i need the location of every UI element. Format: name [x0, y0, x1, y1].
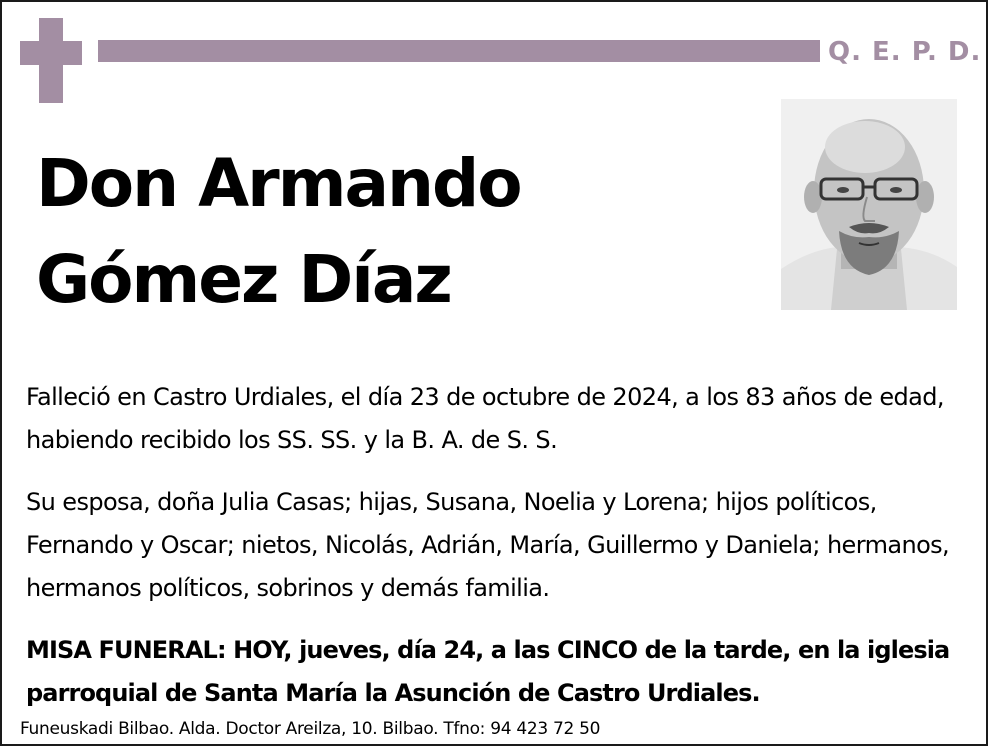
- family-paragraph: Su esposa, doña Julia Casas; hijas, Susana, Noelia y Lorena; hijos políticos, Fernando y Oscar; nietos, Nicolás, Adrián, María, Guillermo y Daniela; hermanos, hermanos políticos, sobrinos y demás familia.: [26, 488, 950, 602]
- deceased-name-line1: Don Armando: [36, 145, 521, 222]
- funeral-home-footer: Funeuskadi Bilbao. Alda. Doctor Areilza, 10. Bilbao. Tfno: 94 423 72 50: [20, 719, 601, 739]
- death-notice-paragraph: Falleció en Castro Urdiales, el día 23 de octubre de 2024, a los 83 años de edad, habiendo recibido los SS. SS. y la B. A. de S. S.: [26, 383, 944, 454]
- portrait-illustration: [781, 99, 957, 310]
- header-divider-bar: [98, 40, 820, 62]
- cross-horizontal-bar: [20, 41, 82, 65]
- deceased-name-line2: Gómez Díaz: [36, 241, 451, 318]
- deceased-name: [36, 136, 521, 328]
- deceased-portrait-photo: [781, 99, 957, 310]
- qepd-label: Q. E. P. D.: [828, 37, 982, 67]
- funeral-mass-paragraph: MISA FUNERAL: HOY, jueves, día 24, a las CINCO de la tarde, en la iglesia parroquial de Santa María la Asunción de Castro Urdiales.: [26, 636, 950, 707]
